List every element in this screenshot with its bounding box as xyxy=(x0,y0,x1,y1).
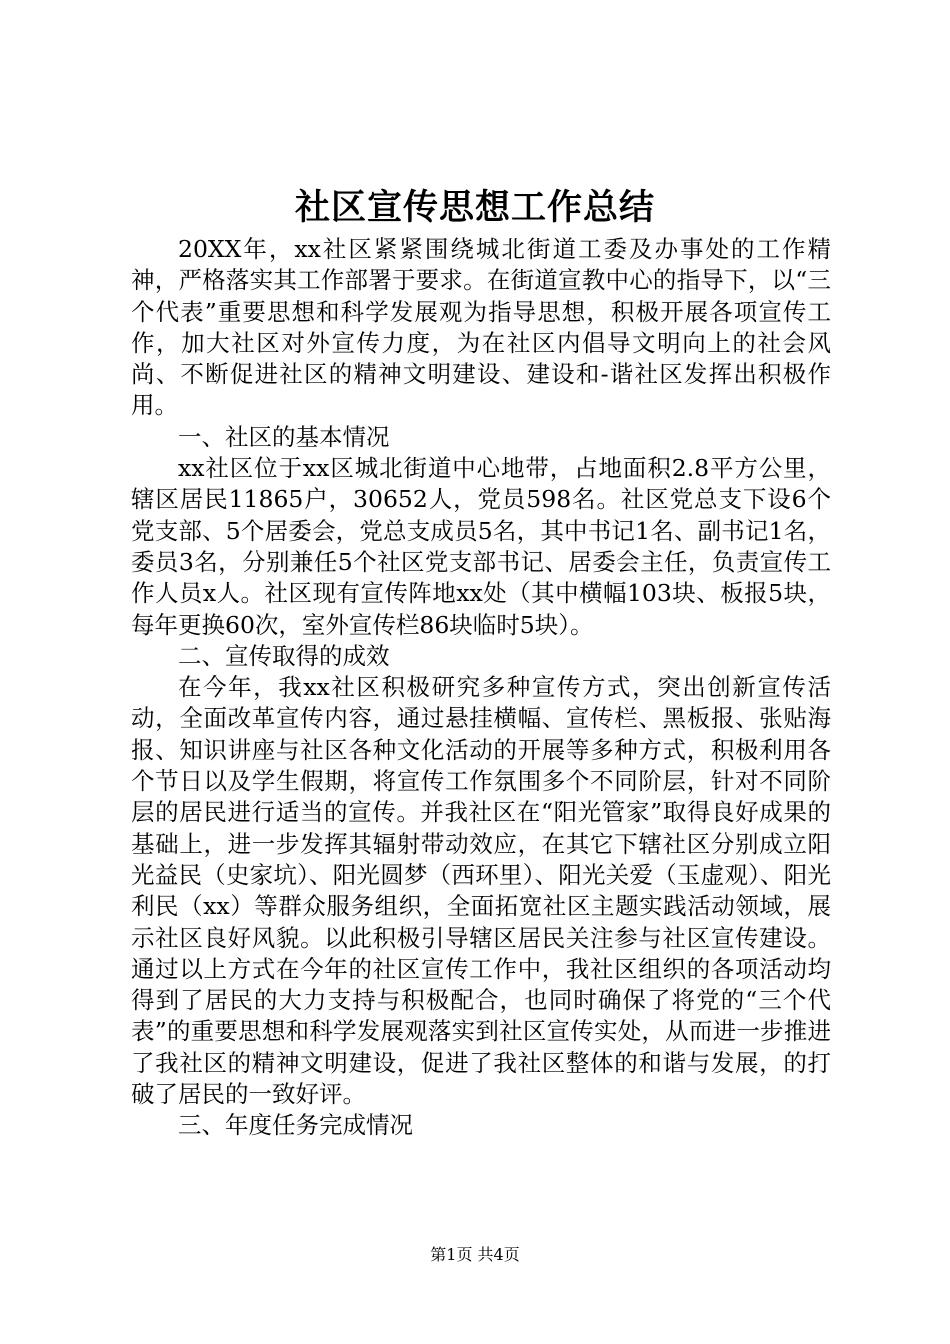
section-heading-annual-tasks: 三、年度任务完成情况 xyxy=(178,1111,413,1140)
intro-paragraph: 20XX年，xx社区紧紧围绕城北街道工委及办事处的工作精神，严格落实其工作部署于要求。在街道宣教中心的指导下，以“三个代表”重要思想和科学发展观为指导思想，积极开展各项宣传工作，加大社区对外宣传力度，为在社区内倡导文明向上的社会风尚、不断促进社区的精神文明建设、建设和-谐社区发挥出积极作用。 xyxy=(131,235,831,420)
document-title: 社区宣传思想工作总结 xyxy=(294,187,655,228)
section-heading-achievements: 二、宣传取得的成效 xyxy=(178,641,390,670)
document-body xyxy=(131,234,831,1142)
page-number-footer: 第1页 共4页 xyxy=(430,1245,520,1264)
basic-info-paragraph: xx社区位于xx区城北街道中心地带，占地面积2.8平方公里，辖区居民11865户，30652人，党员598名。社区党总支下设6个党支部、5个居委会，党总支成员5名，其中书记1名、副书记1名，委员3名，分别兼任5个社区党支部书记、居委会主任，负责宣传工作人员x人。社区现有宣传阵地xx处（其中横幅103块、板报5块，每年更换60次，室外宣传栏86块临时5块）。 xyxy=(131,454,831,639)
achievements-paragraph: 在今年，我xx社区积极研究多种宣传方式，突出创新宣传活动，全面改革宣传内容，通过悬挂横幅、宣传栏、黑板报、张贴海报、知识讲座与社区各种文化活动的开展等多种方式，积极利用各个节日以及学生假期，将宣传工作氛围多个不同阶层，针对不同阶层的居民进行适当的宣传。并我社区在“阳光管家”取得良好成果的基础上，进一步发挥其辐射带动效应，在其它下辖社区分别成立阳光益民（史家坑）、阳光圆梦（西环里）、阳光关爱（玉虚观）、阳光利民（xx）等群众服务组织，全面拓宽社区主题实践活动领域，展示社区良好风貌。以此积极引导辖区居民关注参与社区宣传建设。通过以上方式在今年的社区宣传工作中，我社区组织的各项活动均得到了居民的大力支持与积极配合，也同时确保了将党的“三个代表”的重要思想和科学发展观落实到社区宣传实处，从而进一步推进了我社区的精神文明建设，促进了我社区整体的和谐与发展，的打破了居民的一致好评。 xyxy=(131,673,831,1109)
section-heading-basic-info: 一、社区的基本情况 xyxy=(178,422,390,451)
